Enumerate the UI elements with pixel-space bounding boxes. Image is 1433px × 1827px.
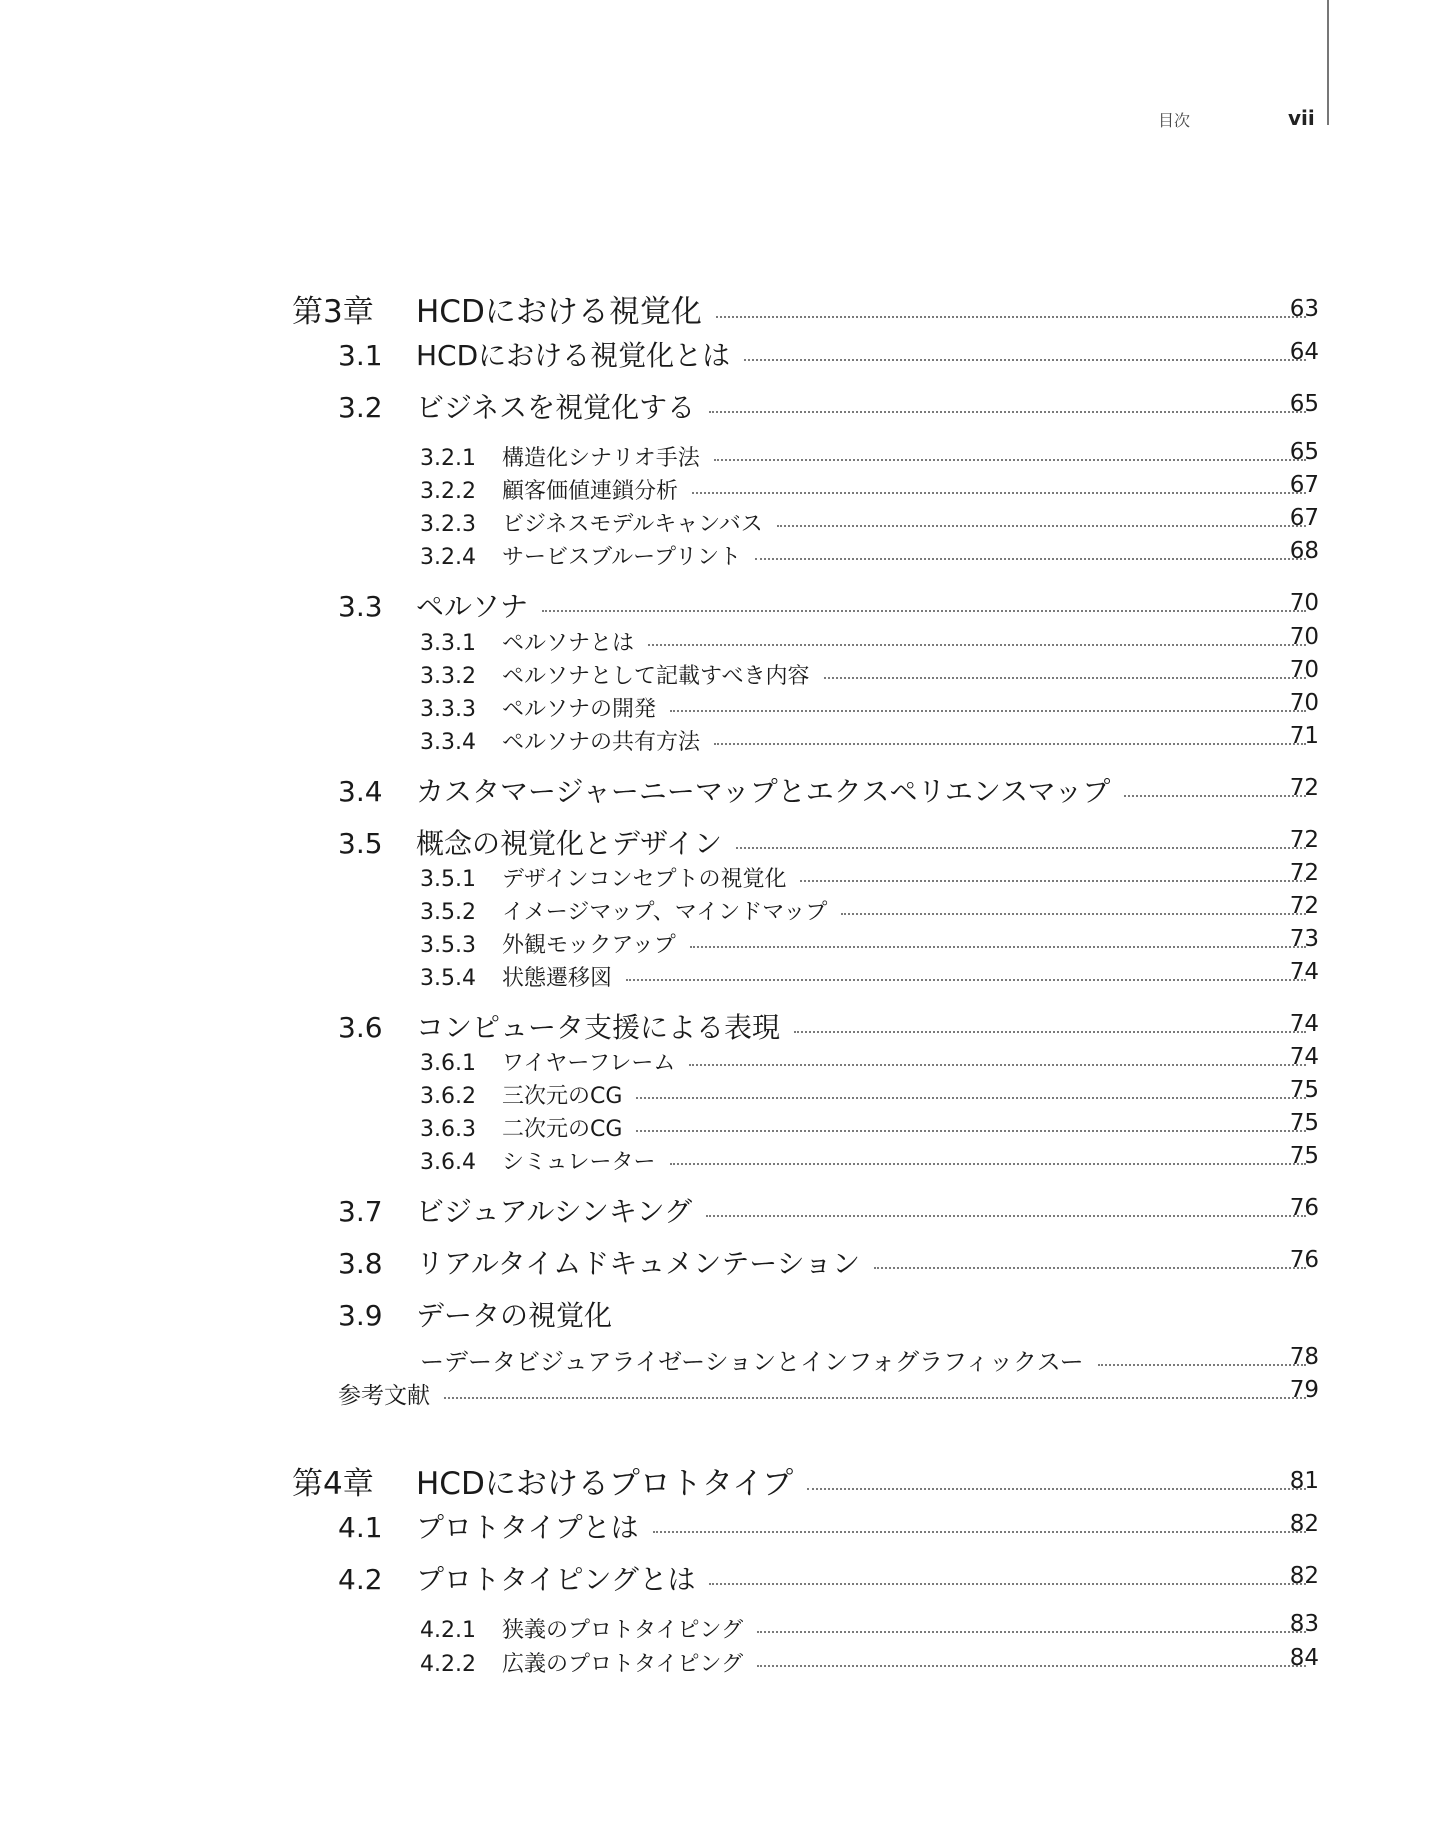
toc-number: 3.3.4 [420, 730, 476, 755]
dot-leader [709, 411, 1306, 413]
toc-title: 参考文献 [338, 1383, 430, 1409]
toc-page-number: 73 [1289, 926, 1319, 952]
toc-page-number: 76 [1289, 1195, 1319, 1221]
toc-number: 4.2.2 [420, 1652, 476, 1677]
toc-page-number: 67 [1289, 472, 1319, 498]
toc-number: 3.2.2 [420, 479, 476, 504]
dot-leader [794, 1031, 1306, 1033]
toc-entry [338, 334, 1318, 374]
toc-title: コンピュータ支援による表現 [416, 1011, 781, 1044]
toc-title: カスタマージャーニーマップとエクスペリエンスマップ [416, 775, 1111, 808]
toc-page-number: 70 [1289, 590, 1319, 616]
toc-page-number: 84 [1289, 1645, 1319, 1671]
toc-number: 3.6.1 [420, 1051, 476, 1076]
dot-leader [874, 1267, 1306, 1269]
toc-title: 狭義のプロトタイピング [502, 1618, 744, 1643]
dot-leader [653, 1531, 1306, 1533]
toc-title: サービスブループリント [502, 545, 742, 570]
toc-title: 状態遷移図 [502, 966, 613, 991]
dot-leader [670, 1163, 1306, 1165]
toc-page-number: 72 [1289, 860, 1319, 886]
toc-page-number: 72 [1289, 893, 1319, 919]
toc-number: 3.3.1 [420, 631, 476, 656]
toc-title: ペルソナとして記載すべき内容 [502, 664, 810, 689]
toc-number: 3.5 [338, 827, 383, 860]
toc-page-number: 82 [1289, 1563, 1319, 1589]
running-head: 目次 [1158, 111, 1191, 130]
toc-title: 広義のプロトタイピング [502, 1652, 744, 1677]
toc-number: 3.6.2 [420, 1084, 476, 1109]
toc-entry [420, 725, 1318, 756]
toc-entry [338, 1294, 1318, 1334]
dot-leader [690, 946, 1306, 948]
toc-title: 外観モックアップ [502, 933, 676, 958]
toc-number: 3.2 [338, 391, 383, 424]
toc-title: ペルソナの開発 [502, 697, 657, 722]
dot-leader [709, 1583, 1306, 1585]
toc-page-number: 78 [1289, 1344, 1319, 1370]
toc-entry [292, 286, 1318, 331]
toc-title: イメージマップ、マインドマップ [502, 900, 828, 925]
toc-entry [420, 928, 1318, 959]
dot-leader [636, 1130, 1306, 1132]
toc-number: 3.2.4 [420, 545, 476, 570]
dot-leader [626, 979, 1306, 981]
dot-leader [841, 913, 1306, 915]
toc-entry [420, 1647, 1318, 1678]
dot-leader [714, 743, 1306, 745]
toc-page-number: 65 [1289, 391, 1319, 417]
toc-subtitle: ーデータビジュアライゼーションとインフォグラフィックスー [420, 1348, 1084, 1376]
toc-number: 3.2.1 [420, 446, 476, 471]
toc-page-number: 75 [1289, 1077, 1319, 1103]
toc-title: ビジネスモデルキャンバス [502, 512, 763, 537]
toc-number: 3.9 [338, 1299, 383, 1332]
toc-entry [420, 540, 1318, 571]
toc-entry [338, 1006, 1318, 1046]
dot-leader [716, 316, 1306, 318]
dot-leader [755, 558, 1306, 560]
toc-entry [420, 441, 1318, 472]
toc-entry [420, 692, 1318, 723]
toc-title: 二次元のCG [502, 1117, 623, 1142]
toc-number: 3.8 [338, 1247, 383, 1280]
toc-number: 3.3.2 [420, 664, 476, 689]
toc-entry [420, 1112, 1318, 1143]
toc-entry [420, 895, 1318, 926]
toc-page-number: 75 [1289, 1143, 1319, 1169]
toc-entry [338, 1506, 1318, 1546]
toc-title: シミュレーター [502, 1150, 656, 1175]
dot-leader [542, 610, 1306, 612]
toc-page-number: 82 [1289, 1511, 1319, 1537]
dot-leader [692, 492, 1306, 494]
toc-page-number: 81 [1289, 1468, 1319, 1494]
toc-entry [292, 1458, 1318, 1503]
toc-entry [420, 1046, 1318, 1077]
toc-page-number: 64 [1289, 339, 1319, 365]
toc-page-number: 71 [1289, 723, 1319, 749]
toc-entry [420, 862, 1318, 893]
toc-entry [338, 770, 1318, 810]
toc-title: プロトタイプとは [416, 1511, 639, 1544]
toc-page-number: 72 [1289, 775, 1319, 801]
dot-leader [714, 459, 1306, 461]
dot-leader [1098, 1364, 1306, 1366]
toc-number: 3.5.4 [420, 966, 476, 991]
toc-entry [420, 659, 1318, 690]
dot-leader [636, 1097, 1306, 1099]
dot-leader [807, 1488, 1306, 1490]
toc-number: 4.2 [338, 1563, 383, 1596]
toc-entry [420, 1079, 1318, 1110]
toc-title: HCDにおけるプロトタイプ [416, 1466, 794, 1502]
toc-title: ペルソナ [416, 590, 529, 623]
dot-leader [736, 847, 1306, 849]
toc-number: 第3章 [292, 294, 374, 330]
toc-title: プロトタイピングとは [416, 1563, 696, 1596]
toc-number: 4.2.1 [420, 1618, 476, 1643]
toc-page-number: 68 [1289, 538, 1319, 564]
toc-number: 3.5.2 [420, 900, 476, 925]
toc-number: 3.1 [338, 339, 383, 372]
toc-entry [420, 474, 1318, 505]
toc-entry [420, 961, 1318, 992]
dot-leader [689, 1064, 1306, 1066]
toc-page-number: 70 [1289, 624, 1319, 650]
toc-title: HCDにおける視覚化とは [416, 339, 731, 372]
toc-title: データの視覚化 [416, 1299, 613, 1332]
toc-number: 3.6.4 [420, 1150, 476, 1175]
toc-number: 3.4 [338, 775, 383, 808]
toc-title: ペルソナの共有方法 [502, 730, 701, 755]
dot-leader [670, 710, 1306, 712]
toc-title: ワイヤーフレーム [502, 1051, 676, 1076]
toc-entry [420, 507, 1318, 538]
toc-page-number: 83 [1289, 1611, 1319, 1637]
dot-leader [777, 525, 1306, 527]
dot-leader [648, 644, 1306, 646]
toc-number: 3.3.3 [420, 697, 476, 722]
toc-number: 3.6.3 [420, 1117, 476, 1142]
toc-page-number: 74 [1289, 1044, 1319, 1070]
toc-entry [338, 822, 1318, 862]
dot-leader [444, 1397, 1306, 1399]
toc-page-number: 65 [1289, 439, 1319, 465]
toc-entry [338, 1242, 1318, 1282]
dot-leader [800, 880, 1306, 882]
toc-title: ペルソナとは [502, 631, 635, 656]
toc-title: ビジネスを視覚化する [416, 391, 696, 424]
toc-title: 三次元のCG [502, 1084, 623, 1109]
toc-number: 4.1 [338, 1511, 383, 1544]
toc-entry [338, 1377, 1318, 1410]
toc-entry [420, 1613, 1318, 1644]
toc-title: デザインコンセプトの視覚化 [502, 867, 787, 892]
toc-page-number: 74 [1289, 959, 1319, 985]
toc-title: 顧客価値連鎖分析 [502, 479, 679, 504]
page-edge-rule [1327, 0, 1329, 125]
dot-leader [744, 359, 1306, 361]
toc-page-number: 63 [1289, 296, 1319, 322]
dot-leader [824, 677, 1306, 679]
toc-title: HCDにおける視覚化 [416, 294, 702, 330]
toc-title: 概念の視覚化とデザイン [416, 827, 723, 860]
toc-entry [338, 1558, 1318, 1598]
toc-number: 3.3 [338, 590, 383, 623]
toc-title: ビジュアルシンキング [416, 1195, 693, 1228]
dot-leader [757, 1665, 1306, 1667]
toc-entry [338, 386, 1318, 426]
toc-page-number: 76 [1289, 1247, 1319, 1273]
toc-number: 第4章 [292, 1466, 374, 1502]
toc-number: 3.7 [338, 1195, 383, 1228]
toc-number: 3.6 [338, 1011, 383, 1044]
toc-page-number: 72 [1289, 827, 1319, 853]
toc-number: 3.2.3 [420, 512, 476, 537]
toc-page-number: 75 [1289, 1110, 1319, 1136]
dot-leader [1124, 795, 1306, 797]
toc-title: 構造化シナリオ手法 [502, 446, 700, 471]
toc-page-number: 67 [1289, 505, 1319, 531]
toc-entry [338, 1190, 1318, 1230]
toc-entry [420, 1145, 1318, 1176]
toc-page-number: 79 [1289, 1377, 1319, 1403]
toc-page-number: 74 [1289, 1011, 1319, 1037]
dot-leader [706, 1215, 1306, 1217]
toc-page-number: 70 [1289, 690, 1319, 716]
toc-page-number: 70 [1289, 657, 1319, 683]
toc-number: 3.5.3 [420, 933, 476, 958]
folio-page-number: vii [1288, 106, 1315, 130]
toc-title: リアルタイムドキュメンテーション [416, 1247, 861, 1280]
toc-entry [338, 585, 1318, 625]
toc-entry [420, 626, 1318, 657]
dot-leader [757, 1631, 1306, 1633]
toc-number: 3.5.1 [420, 867, 476, 892]
toc-entry [420, 1342, 1318, 1377]
